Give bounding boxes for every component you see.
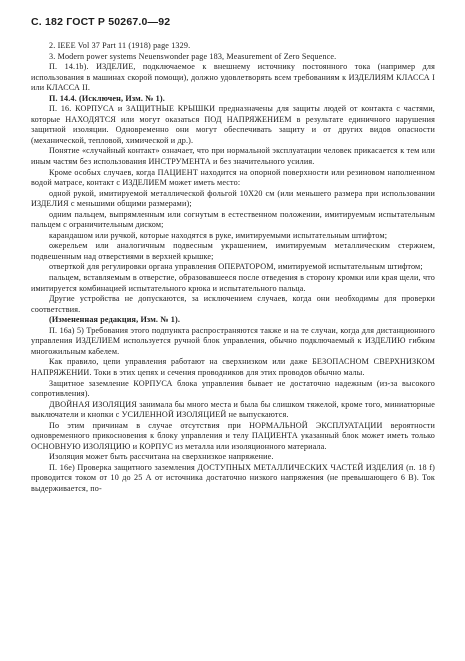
paragraph-text: Кроме особых случаев, когда ПАЦИЕНТ находится на опорной поверхности или резиновом наполненном водой матрасе, контакт с ИЗДЕЛИЕМ может иметь место: [31, 167, 435, 188]
paragraph-text: 3. Modern power systems Neuenswonder page 183, Measurement of Zero Sequence. [49, 51, 337, 61]
document-body [31, 41, 435, 495]
paragraph [31, 62, 435, 94]
paragraph [31, 52, 435, 63]
paragraph [31, 421, 435, 453]
paragraph [31, 273, 435, 294]
paragraph-text: карандашом или ручкой, которые находятся в руке, имитируемыми испытательным штифтом; [49, 230, 388, 240]
paragraph [31, 104, 435, 146]
paragraph-text: ожерельем или аналогичным подвесным украшением, имитируемым металлическим стержнем, подвешенным над отверстиями в верхней крышке; [31, 241, 435, 261]
paragraph [31, 146, 435, 167]
paragraph-text: П. 14.4. (Исключен, Изм. № 1). [49, 93, 165, 103]
paragraph [31, 168, 435, 189]
paragraph [31, 357, 435, 378]
paragraph-text: По этим причинам в случае отсутствия при НОРМАЛЬНОЙ ЭКСПЛУАТАЦИИ вероятности одновременного прикосновения к блоку управления и телу ПАЦИЕНТА указанный блок может иметь только ОСНОВНУЮ ИЗОЛЯЦИЮ и КОРПУС из металла или изоляционного материала. [31, 420, 435, 451]
paragraph [31, 400, 435, 421]
paragraph-text: П. 16e) Проверка защитного заземления ДОСТУПНЫХ МЕТАЛЛИЧЕСКИХ ЧАСТЕЙ ИЗДЕЛИЯ (п. 18 f) проводится током от 10 до 25 А от источника достаточно низкого напряжения (не превышающего 6 В). Ток выдерживается, по- [31, 462, 435, 493]
paragraph-text: 2. IEEE Vol 37 Part 11 (1918) page 1329. [49, 41, 191, 50]
paragraph [31, 210, 435, 231]
paragraph [31, 326, 435, 358]
paragraph [31, 315, 435, 326]
paragraph [31, 262, 435, 273]
paragraph-text: Изоляция может быть рассчитана на сверхнизкое напряжение. [49, 452, 274, 462]
paragraph [31, 94, 435, 105]
paragraph-text: (Измененная редакция, Изм. № 1). [49, 315, 181, 325]
paragraph [31, 41, 435, 52]
paragraph-text: отверткой для регулировки органа управления ОПЕРАТОРОМ, имитируемой испытательным штифтом; [49, 262, 423, 272]
paragraph-text: ДВОЙНАЯ ИЗОЛЯЦИЯ занимала бы много места и была бы слишком тяжелой, кроме того, миниатюрные выключатели и кнопки с УСИЛЕННОЙ ИЗОЛЯЦИЕЙ не выпускаются. [31, 399, 435, 420]
paragraph [31, 463, 435, 495]
paragraph-text: П. 14.1b). ИЗДЕЛИЕ, подключаемое к внешнему источнику постоянного тока (например для использования в машинах скорой помощи), должно удовлетворять всем требованиям к ИЗДЕЛИЯМ КЛАССА I или КЛАССА II. [31, 62, 435, 93]
paragraph-text: Защитное заземление КОРПУСА блока управления бывает не достаточно надежным (из-за высокого сопротивления). [31, 378, 435, 399]
paragraph-text: одной рукой, имитируемой металлической фольгой 10Х20 см (или меньшего размера при использовании ИЗДЕЛИЯ с меньшими общими размерами); [31, 188, 435, 209]
paragraph-text: Как правило, цепи управления работают на сверхнизком или даже БЕЗОПАСНОМ СВЕРХНИЗКОМ НАПРЯЖЕНИИ. Токи в этих цепях и сечения проводников для этих проводов обычно малы. [31, 357, 435, 377]
paragraph [31, 379, 435, 400]
paragraph [31, 452, 435, 463]
paragraph-text: Понятие «случайный контакт» означает, что при нормальной эксплуатации человек прикасается к тем или иным частям без использования ИНСТРУМЕНТА и без значительного усилия. [31, 146, 435, 167]
paragraph-text: пальцем, вставляемым в отверстие, образовавшееся после отведения в сторону кромки или края щели, что имитируется комбинацией испытательного крюка и испытательного пальца. [31, 273, 435, 293]
paragraph [31, 294, 435, 315]
paragraph [31, 241, 435, 262]
paragraph-text: одним пальцем, выпрямленным или согнутым в естественном положении, имитируемым испытательным пальцем с ограничительным диском; [31, 209, 435, 230]
paragraph-text: П. 16. КОРПУСА и ЗАЩИТНЫЕ КРЫШКИ предназначены для защиты людей от контакта с частями, которые НАХОДЯТСЯ или могут оказаться ПОД НАПРЯЖЕНИЕМ в результате единичного нарушения защитной изоляции. Одновременно они могут обеспечивать защиту и от других видов опасности (механической, тепловой, химической и др.). [31, 104, 435, 145]
paragraph-text: Другие устройства не допускаются, за исключением случаев, когда они необходимы для проверки соответствия. [31, 294, 435, 314]
page-header: С. 182 ГОСТ Р 50267.0—92 [31, 16, 171, 28]
paragraph-text: П. 16a) 5) Требования этого подпункта распространяются также и на те случаи, когда для дистанционного управления ИЗДЕЛИЕМ используется ручной блок управления, обычно подключаемый к ИЗДЕЛИЮ гибким многожильным кабелем. [31, 325, 435, 356]
paragraph [31, 231, 435, 242]
paragraph [31, 189, 435, 210]
